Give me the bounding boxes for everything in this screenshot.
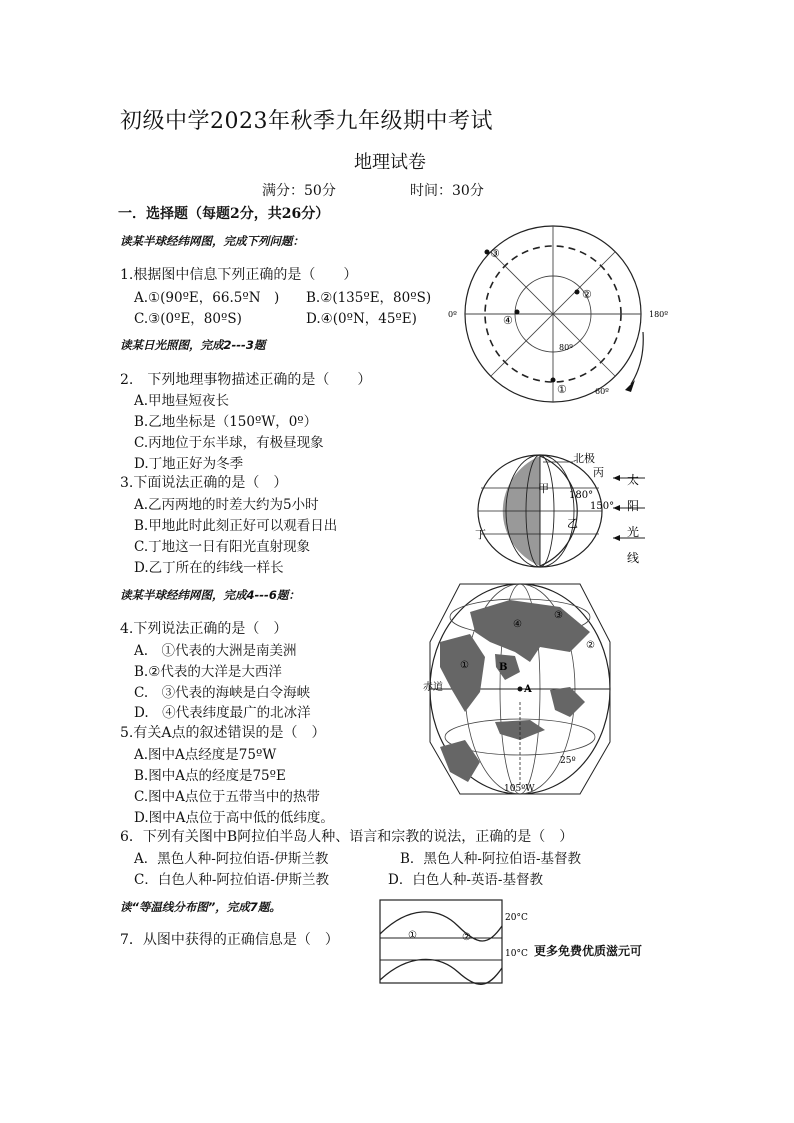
fig2-label-yi: 乙 [567,517,578,530]
fig4-label-10c: 10°C [505,949,528,959]
question-7: 7．从图中获得的正确信息是（ ） [120,932,339,948]
fig1-label-180deg: 180º [649,310,669,319]
question-5: 5.有关A点的叙述错误的是（ ） [120,725,326,741]
fig3-label-25: 25º [560,756,576,766]
fig1-label-1: ① [557,383,567,396]
prompt-1: 读某半球经纬网图，完成下列问题： [120,234,304,248]
exam-time: 时间：30分 [410,183,484,199]
q1-option-d: D.④(0ºN，45ºE) [306,311,417,327]
q3-option-c: C.丁地这一日有阳光直射现象 [134,539,311,555]
fig2-side-4: 线 [627,551,640,565]
q4-option-d: D. ④代表纬度最广的北冰洋 [134,705,311,721]
fig2-label-150: 150° [590,501,615,512]
q5-option-a: A.图中A点经度是75ºW [134,747,277,763]
q5-option-d: D.图中A点位于高中低的低纬度。 [134,810,334,826]
exam-subtitle: 地理试卷 [354,152,426,173]
q3-option-a: A.乙丙两地的时差大约为5小时 [134,497,319,513]
q5-option-b: B.图中A点的经度是75ºE [134,768,286,784]
fig3-label-a: A [524,684,532,695]
fig3-label-2: ② [586,640,595,651]
fig1-label-0deg: 0º [448,310,457,319]
hemisphere-map-figure [420,572,620,804]
question-6: 6．下列有关图中B阿拉伯半岛人种、语言和宗教的说法，正确的是（ ） [120,829,574,845]
fig1-label-60deg: 60º [595,387,609,396]
fig3-label-1: ① [460,660,469,671]
q6-option-b: B．黑色人种-阿拉伯语-基督教 [400,851,582,867]
fig3-label-4: ④ [513,619,522,630]
question-4: 4.下列说法正确的是（ ） [120,621,288,637]
section-heading: 一．选择题（每题2分，共26分） [118,206,330,222]
question-3: 3.下面说法正确的是（ ） [120,475,288,491]
q4-option-a: A. ①代表的大洲是南美洲 [134,643,297,659]
q4-option-b: B.②代表的大洋是大西洋 [134,664,282,680]
fig3-label-b: B [499,662,508,673]
promo-text: 更多免费优质滋元可 [534,944,643,958]
question-2: 2. 下列地理事物描述正确的是（ ） [120,372,372,388]
fig2-label-180: 180° [569,490,594,501]
fig2-label-ding: 丁 [475,528,486,541]
fig2-side-2: 阳 [627,499,640,513]
prompt-3: 读某半球经纬网图，完成4---6题： [120,588,300,602]
fig4-label-1: ① [408,930,417,941]
question-1: 1.根据图中信息下列正确的是（ ） [120,267,358,283]
fig3-label-3: ③ [554,610,563,621]
fig2-label-bing: 丙 [593,466,604,479]
isotherm-figure [378,898,558,986]
exam-title: 初级中学2023年秋季九年级期中考试 [120,109,493,134]
q6-option-d: D．白色人种-英语-基督教 [388,872,543,888]
q6-option-a: A．黑色人种-阿拉伯语-伊斯兰教 [134,851,329,867]
fig2-label-north-pole: 北极 [573,452,595,465]
fig1-label-80deg: 80º [559,343,573,352]
q1-option-b: B.②(135ºE，80ºS) [306,290,432,306]
q2-option-b: B.乙地坐标是（150ºW，0º） [134,414,318,430]
q6-option-c: C．白色人种-阿拉伯语-伊斯兰教 [134,872,329,888]
fig2-side-1: 太 [627,473,640,487]
fig3-label-equator: 赤道 [423,682,443,693]
q2-option-c: C.丙地位于东半球，有极昼现象 [134,435,324,451]
fig3-label-105w: 105ºW [504,784,535,794]
q3-option-b: B.甲地此时此刻正好可以观看日出 [134,518,338,534]
q3-option-d: D.乙丁所在的纬线一样长 [134,560,284,576]
fig1-label-2: ② [582,288,592,301]
fig1-label-4: ④ [503,314,513,327]
fig2-side-3: 光 [627,525,640,539]
fig2-label-jia: 甲 [538,482,549,495]
prompt-4: 读“等温线分布图”，完成7题。 [120,900,281,914]
q5-option-c: C.图中A点位于五带当中的热带 [134,789,320,805]
sunlight-illumination-figure [445,448,660,573]
fig1-label-3: ③ [490,247,500,260]
full-score: 满分：50分 [262,183,336,199]
fig4-label-2: ② [462,932,471,943]
fig4-label-20c: 20°C [505,913,528,923]
q2-option-d: D.丁地正好为冬季 [134,456,244,472]
prompt-2: 读某日光照图，完成2---3题 [120,338,266,352]
q1-option-a: A.①(90ºE，66.5ºN ) [134,290,280,306]
q2-option-a: A.甲地昼短夜长 [134,393,230,409]
polar-graticule-figure [445,222,675,407]
q4-option-c: C. ③代表的海峡是白令海峡 [134,685,311,701]
q1-option-c: C.③(0ºE，80ºS) [134,311,242,327]
